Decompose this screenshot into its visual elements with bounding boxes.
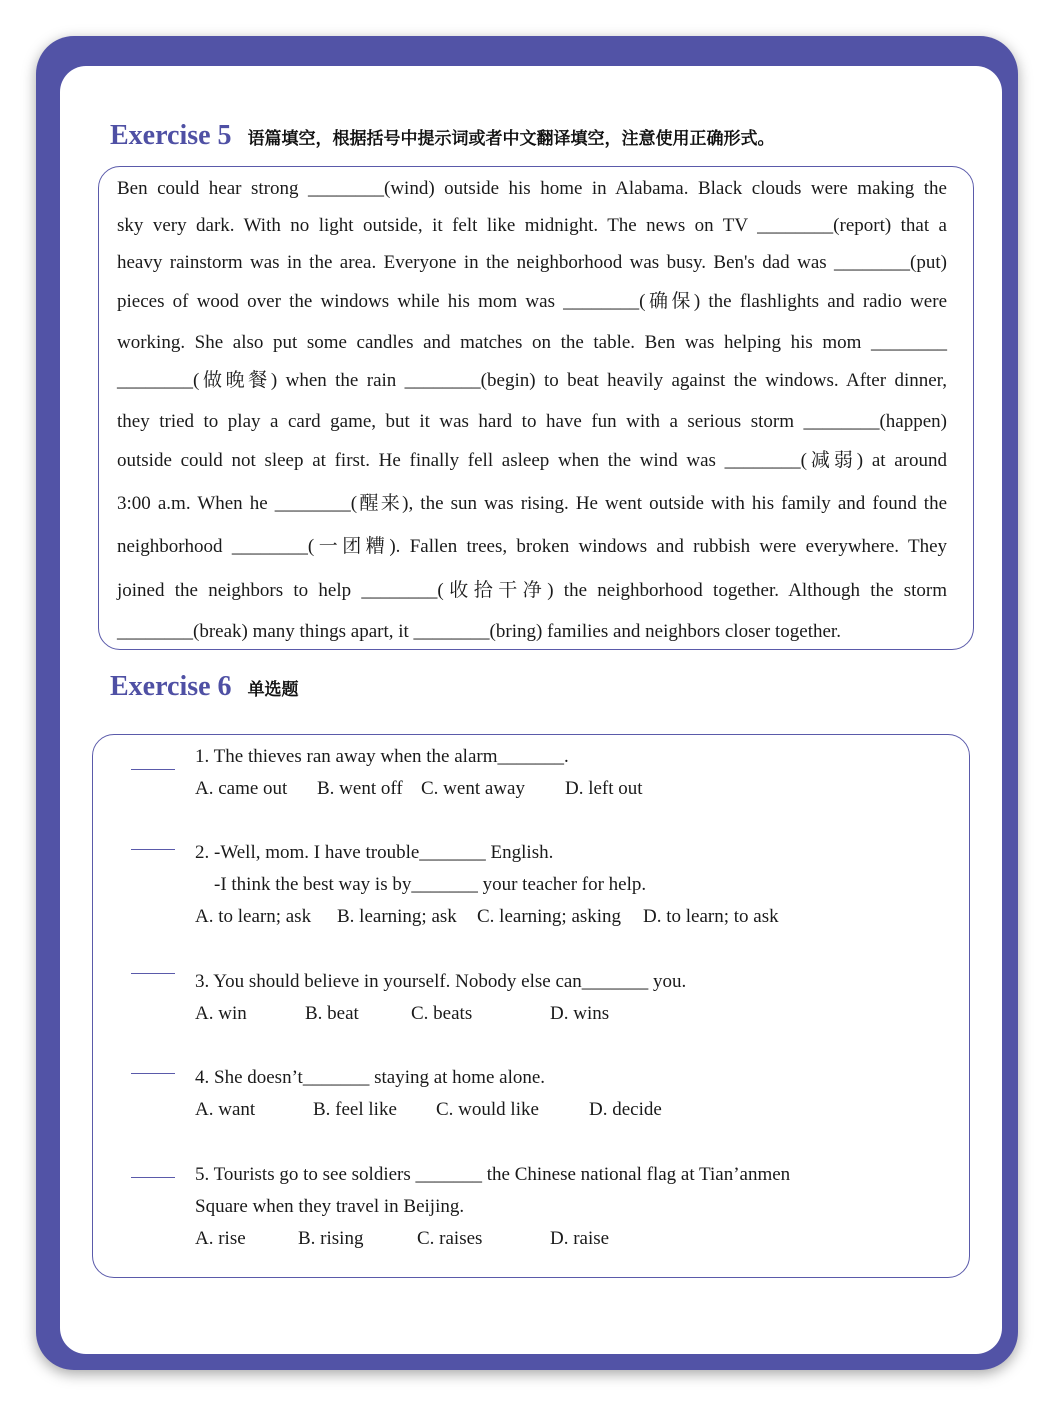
passage-line: heavy rainstorm was in the area. Everyone in the neighborhood was busy. Ben's dad was ________(put)	[117, 252, 947, 273]
question-text: 1. The thieves ran away when the alarm_______.	[195, 746, 569, 767]
option-a: A. to learn; ask	[195, 906, 312, 927]
passage-line: they tried to play a card game, but it was hard to have fun with a serious storm ________(happen)	[117, 411, 947, 432]
option-b: B. learning; ask	[337, 906, 457, 927]
option-b: B. rising	[298, 1228, 364, 1249]
exercise-6-heading	[110, 671, 299, 703]
question-text: 3. You should believe in yourself. Nobody else can_______ you.	[195, 971, 687, 992]
option-c: C. raises	[417, 1228, 483, 1249]
answer-blank[interactable]	[131, 973, 175, 974]
exercise-6-box	[92, 734, 970, 1278]
question-text: 5. Tourists go to see soldiers _______ the Chinese national flag at Tian’anmen	[195, 1164, 791, 1185]
question-text: Square when they travel in Beijing.	[195, 1196, 465, 1217]
option-a: A. win	[195, 1003, 247, 1024]
option-d: D. raise	[550, 1228, 610, 1249]
option-c: C. beats	[411, 1003, 473, 1024]
exercise-5-box	[98, 166, 974, 650]
option-d: D. left out	[565, 778, 643, 799]
passage-line: 3:00 a.m. When he ________(醒来), the sun was rising. He went outside with his family and found the	[117, 493, 947, 514]
option-c: C. went away	[421, 778, 525, 799]
answer-blank[interactable]	[131, 1177, 175, 1178]
exercise-5-instruction: 语篇填空，根据括号中提示词或者中文翻译填空，注意使用正确形式。	[247, 129, 775, 149]
option-c: C. would like	[436, 1099, 539, 1120]
exercise-5-passage	[117, 167, 947, 649]
option-d: D. to learn; to ask	[643, 906, 779, 927]
exercise-6-title: Exercise 6	[110, 671, 232, 702]
option-a: A. want	[195, 1099, 256, 1120]
option-b: B. beat	[305, 1003, 359, 1024]
exercise-6-instruction: 单选题	[247, 680, 299, 700]
exercise-5-heading	[110, 120, 775, 152]
question-text: 4. She doesn’t_______ staying at home alone.	[195, 1067, 546, 1088]
option-b: B. feel like	[313, 1099, 397, 1120]
passage-line: working. She also put some candles and matches on the table. Ben was helping his mom ________	[117, 332, 947, 353]
passage-line: ________(做晚餐) when the rain ________(begin) to beat heavily against the windows. After dinner,	[117, 370, 947, 391]
option-d: D. wins	[550, 1003, 610, 1024]
passage-line: neighborhood ________(一团糟). Fallen trees, broken windows and rubbish were everywhere. They	[117, 536, 947, 557]
exercise-5-title: Exercise 5	[110, 120, 232, 151]
answer-blank[interactable]	[131, 769, 175, 770]
passage-line: outside could not sleep at first. He finally fell asleep when the wind was ________(减弱) at around	[117, 450, 947, 471]
question-text: -I think the best way is by_______ your teacher for help.	[195, 874, 647, 895]
worksheet-page	[60, 66, 1002, 1354]
option-d: D. decide	[589, 1099, 662, 1120]
option-a: A. came out	[195, 778, 288, 799]
option-a: A. rise	[195, 1228, 246, 1249]
passage-line: Ben could hear strong ________(wind) outside his home in Alabama. Black clouds were making the	[117, 178, 947, 199]
answer-blank[interactable]	[131, 849, 175, 850]
answer-blank[interactable]	[131, 1073, 175, 1074]
passage-line: sky very dark. With no light outside, it felt like midnight. The news on TV ________(report) that a	[117, 215, 947, 236]
page-frame	[36, 36, 1018, 1370]
passage-line: joined the neighbors to help ________(收拾干净) the neighborhood together. Although the storm	[117, 580, 947, 601]
passage-line: ________(break) many things apart, it ________(bring) families and neighbors closer together.	[117, 621, 841, 642]
passage-line: pieces of wood over the windows while his mom was ________(确保) the flashlights and radio were	[117, 291, 947, 312]
option-b: B. went off	[317, 778, 403, 799]
option-c: C. learning; asking	[477, 906, 622, 927]
question-text: 2. -Well, mom. I have trouble_______ English.	[195, 842, 554, 863]
